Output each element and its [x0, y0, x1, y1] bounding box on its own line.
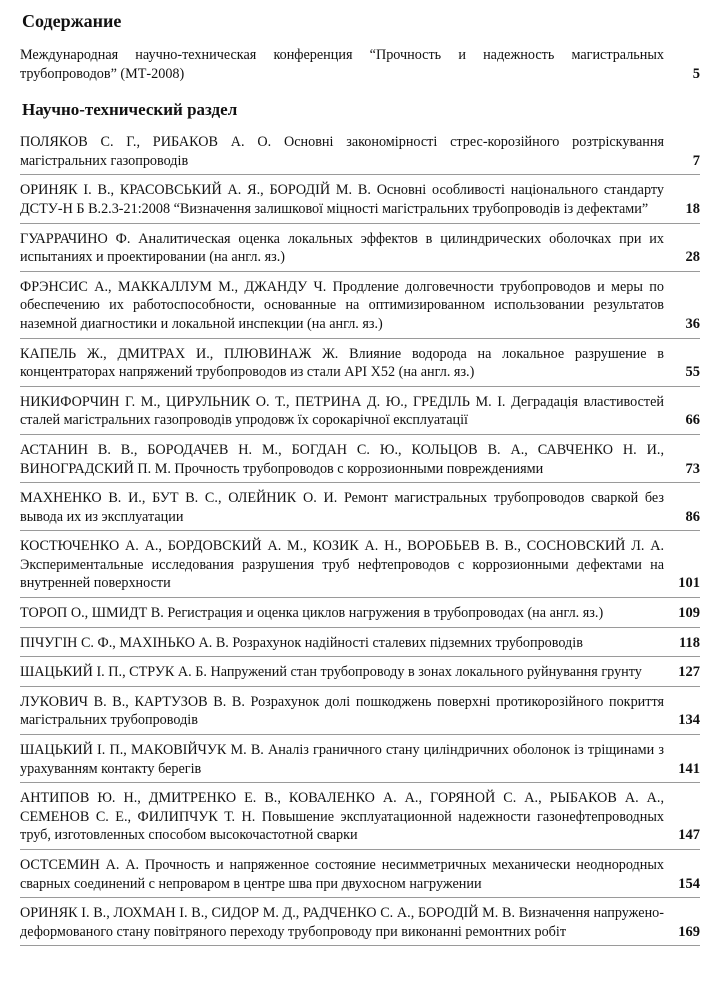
toc-entry-page: 169 [678, 923, 700, 940]
toc-entry-conference [20, 46, 700, 87]
toc-entry [20, 604, 700, 628]
toc-entry-page: 86 [685, 508, 700, 525]
toc-entry-page: 127 [678, 664, 700, 681]
toc-entry-text: ШАЦЬКИЙ І. П., МАКОВІЙЧУК М. В. Аналіз граничного стану циліндричних оболонок із тріщинами з урахуванням контакту берегів [20, 742, 664, 777]
toc-entry-list [20, 133, 700, 946]
toc-entry-text: Международная научно-техническая конференция “Прочность и надежность магистральных трубопроводов” (МТ-2008) [20, 47, 664, 82]
toc-entry-text: АСТАНИН В. В., БОРОДАЧЕВ Н. М., БОГДАН С. Ю., КОЛЬЦОВ В. А., САВЧЕНКО Н. И., ВИНОГРАДСКИЙ П. М. Прочность трубопроводов с коррозионными повреждениями [20, 441, 664, 477]
toc-entry-page: 5 [692, 65, 700, 82]
toc-entry-page: 118 [679, 634, 700, 651]
toc-entry-text: ОРИНЯК І. В., ЛОХМАН І. В., СИДОР М. Д., РАДЧЕНКО С. А., БОРОДІЙ М. В. Визначення напружено-деформованого стану повітряного переходу трубопроводу при виконанні ремонтних робіт [20, 905, 664, 940]
toc-entry-text: МАХНЕНКО В. И., БУТ В. С., ОЛЕЙНИК О. И. Ремонт магистральных трубопроводов сваркой без вывода их из эксплуатации [20, 490, 664, 525]
toc-entry [20, 693, 700, 735]
contents-page [20, 10, 700, 952]
toc-entry-page: 7 [692, 152, 700, 169]
contents-title: Содержание [22, 11, 122, 31]
toc-entry [20, 393, 700, 435]
toc-entry [20, 741, 700, 783]
section-title: Научно-технический раздел [22, 100, 238, 120]
toc-entry-text: ПІЧУГІН С. Ф., МАХІНЬКО А. В. Розрахунок надійності сталевих підземних трубопроводів [20, 634, 583, 651]
toc-entry-page: 154 [678, 875, 700, 892]
toc-entry-page: 141 [678, 760, 700, 777]
toc-entry [20, 634, 700, 658]
toc-entry-text: АНТИПОВ Ю. Н., ДМИТРЕНКО Е. В., КОВАЛЕНКО А. А., ГОРЯНОЙ С. А., РЫБАКОВ А. А., СЕМЕНОВ С. Е., ФИЛИПЧУК Т. Н. Повышение эксплуатационной надежности газонефтепроводных труб, изготовленных способом высокочастотной сварки [20, 790, 664, 844]
toc-entry-text: ОРИНЯК І. В., КРАСОВСЬКИЙ А. Я., БОРОДІЙ М. В. Основні особливості національного стандарту ДСТУ-Н Б В.2.3-21:2008 “Визначення залишкової міцності магістральних трубопроводів із дефектами” [20, 182, 664, 217]
toc-entry-text: ТОРОП О., ШМИДТ В. Регистрация и оценка циклов нагружения в трубопроводах (на англ. яз.) [20, 605, 604, 622]
toc-entry-page: 36 [685, 315, 700, 332]
toc-entry [20, 537, 700, 598]
toc-entry-page: 134 [678, 712, 700, 729]
toc-entry [20, 856, 700, 898]
toc-entry-page: 55 [685, 364, 700, 381]
toc-entry-page: 28 [685, 249, 700, 266]
toc-entry-page: 73 [685, 460, 700, 477]
toc-entry-text: ФРЭНСИС А., МАККАЛЛУМ М., ДЖАНДУ Ч. Продление долговечности трубопроводов и меры по обеспечению их работоспособности, основанные на оптимизированном использовании результатов наземной диагностики и локальной инспекции (на англ. яз.) [20, 278, 664, 332]
toc-entry-text: ПОЛЯКОВ С. Г., РИБАКОВ А. О. Основні закономірності стрес-корозійного розтріскування магістральних газопроводів [20, 134, 664, 169]
toc-entry-text: КОСТЮЧЕНКО А. А., БОРДОВСКИЙ А. М., КОЗИК А. Н., ВОРОБЬЕВ В. В., СОСНОВСКИЙ Л. А. Экспериментальные исследования разрушения труб нефтепроводов с коррозионными дефектами на внутренней поверхности [20, 538, 664, 592]
toc-entry-text: КАПЕЛЬ Ж., ДМИТРАХ И., ПЛЮВИНАЖ Ж. Влияние водорода на локальное разрушение в концентраторах напряжений трубопроводов из стали API X52 (на англ. яз.) [20, 345, 664, 381]
toc-entry [20, 441, 700, 483]
toc-entry [20, 133, 700, 175]
toc-entry-text: ШАЦЬКИЙ І. П., СТРУК А. Б. Напружений стан трубопроводу в зонах локального руйнування грунту [20, 664, 642, 681]
toc-entry-page: 147 [678, 827, 700, 844]
toc-entry-page: 101 [678, 575, 700, 592]
toc-entry-page: 18 [685, 200, 700, 217]
toc-entry [20, 181, 700, 223]
toc-entry [20, 230, 700, 272]
toc-entry [20, 489, 700, 531]
toc-entry [20, 789, 700, 850]
toc-entry-page: 109 [678, 605, 700, 622]
toc-entry-page: 66 [685, 412, 700, 429]
toc-entry [20, 904, 700, 946]
toc-entry [20, 278, 700, 339]
toc-entry-text: ОСТСЕМИН А. А. Прочность и напряженное состояние несимметричных механически неоднородных сварных соединений с непроваром в центре шва при двухосном нагружении [20, 857, 664, 892]
toc-entry-text: ЛУКОВИЧ В. В., КАРТУЗОВ В. В. Розрахунок долі пошкоджень поверхні протикорозійного покриття магістральних трубопроводів [20, 693, 664, 729]
toc-entry [20, 345, 700, 387]
toc-entry-text: ГУАРРАЧИНО Ф. Аналитическая оценка локальных эффектов в цилиндрических оболочках при их испытаниях и проектировании (на англ. яз.) [20, 230, 664, 266]
toc-entry [20, 663, 700, 687]
toc-entry-text: НИКИФОРЧИН Г. М., ЦИРУЛЬНИК О. Т., ПЕТРИНА Д. Ю., ГРЕДІЛЬ М. І. Деградація властивостей сталей магістральних газопроводів упродовж їх сорокарічної експлуатації [20, 393, 664, 429]
